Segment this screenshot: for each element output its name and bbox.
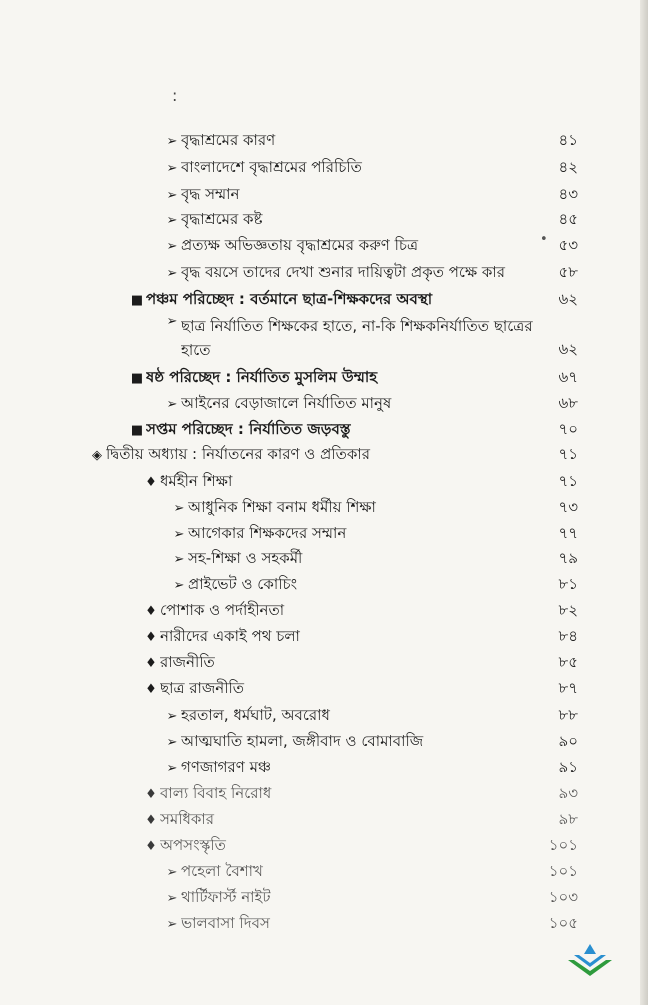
arrow-bullet-icon: ➢ [166,133,178,149]
toc-entry-title: ভালবাসা দিবস [181,913,270,932]
toc-entry-page: ৪৫ [558,209,578,228]
toc-chapter-entry [88,442,578,468]
toc-entry-title: সপ্তম পরিচ্ছেদ : নির্যাতিত জড়বস্তু [146,419,351,438]
toc-entry [163,755,578,781]
toc-entry-title: আত্মঘাতি হামলা, জঙ্গীবাদ ও বোমাবাজি [181,731,424,750]
toc-entry-page: ৭১ [558,444,578,463]
arrow-bullet-icon: ➢ [166,708,178,724]
toc-entry-page: ৭৯ [558,548,578,567]
toc-entry-title: নারীদের একাই পথ চলা [160,626,300,645]
arrow-bullet-icon: ➢ [166,864,178,880]
toc-entry [163,155,578,181]
toc-entry-page: ৪২ [558,157,578,176]
toc-entry [170,572,578,598]
toc-entry-page: ১০১ [548,835,578,854]
toc-entry-page: ৭৭ [558,523,578,542]
square-bullet-icon: ■ [130,370,144,386]
arrow-bullet-icon: ➢ [166,160,178,176]
toc-entry-page: ৭০ [558,419,578,438]
toc-entry-title: ষষ্ঠ পরিচ্ছেদ : নির্যাতিত মুসলিম উম্মাহ [146,367,378,386]
diamond-bullet-icon: ♦ [145,812,157,828]
toc-entry-title: প্রত্যক্ষ অভিজ্ঞতায় বৃদ্ধাশ্রমের করুণ চিত্র [181,235,418,254]
toc-section-entry [128,365,578,391]
toc-subsection-entry [142,650,578,676]
toc-entry [163,911,578,937]
toc-entry-page: ৯১ [558,757,578,776]
toc-entry-page: ৮৮ [558,705,578,724]
toc-entry-title: আইনের বেড়াজালে নির্যাতিত মানুষ [181,393,392,412]
toc-entry-page: ১০১ [548,861,578,880]
toc-entry-title: গণজাগরণ মঞ্চ [181,757,272,776]
diamond-bullet-icon: ♦ [145,681,157,697]
arrow-bullet-icon: ➢ [166,890,178,906]
toc-entry [163,885,578,911]
toc-subsection-entry [142,469,578,495]
arrow-bullet-icon: ➢ [166,760,178,776]
toc-entry-page: ১০৫ [548,913,578,932]
toc-entry-page: ৬৭ [558,367,578,386]
toc-entry [163,729,578,755]
toc-entry-title: হরতাল, ধর্মঘাট, অবরোধ [181,705,330,724]
toc-entry-title: বৃদ্ধাশ্রমের কষ্ট [181,209,263,228]
toc-subsection-entry [142,676,578,702]
toc-entry [163,314,578,360]
toc-entry-page: ৬৮ [558,393,578,412]
toc-entry-title: ছাত্র রাজনীতি [160,678,245,697]
toc-section-entry [128,417,578,443]
toc-entry-page: ৪১ [558,130,578,149]
arrow-bullet-icon: ➢ [166,916,178,932]
arrow-bullet-icon: ➢ [173,551,185,567]
arrow-bullet-icon: ➢ [166,314,178,329]
toc-entry-title: ছাত্র নির্যাতিত শিক্ষকের হাতে, না-কি শিক্ষকনির্যাতিত ছাত্রের হাতে [181,317,533,359]
toc-entry [170,495,578,521]
arrow-bullet-icon: ➢ [166,212,178,228]
toc-subsection-entry [142,781,578,807]
toc-entry-page: ৬২ [558,340,578,358]
toc-subsection-entry [142,598,578,624]
diamond-bullet-icon: ♦ [145,786,157,802]
toc-subsection-entry [142,833,578,859]
toc-entry [163,207,578,233]
diamond-bullet-icon: ♦ [145,474,157,490]
arrow-bullet-icon: ➢ [173,526,185,542]
toc-entry [163,859,578,885]
toc-entry [163,233,578,259]
diamond-bullet-icon: ♦ [145,629,157,645]
toc-entry-page: ৭৩ [558,497,578,516]
toc-subsection-entry [142,807,578,833]
toc-entry-title: পহেলা বৈশাখ [181,861,263,880]
arrow-bullet-icon: ➢ [166,187,178,203]
toc-entry-page: ৭১ [558,471,578,490]
toc-entry-title: অপসংস্কৃতি [160,835,226,854]
arrow-bullet-icon: ➢ [173,500,185,516]
arrow-bullet-icon: ➢ [166,238,178,254]
toc-entry-title: পঞ্চম পরিচ্ছেদ : বর্তমানে ছাত্র-শিক্ষকদের অবস্থা [146,289,433,308]
toc-entry [163,391,578,417]
square-bullet-icon: ■ [130,292,144,308]
publisher-logo-icon [566,940,614,980]
toc-entry [163,182,578,208]
toc-entry-title: প্রাইভেট ও কোচিং [188,574,298,593]
diamond-bullet-icon: ♦ [145,655,157,671]
toc-entry-page: ৯০ [558,731,578,750]
arrow-bullet-icon: ➢ [173,577,185,593]
stray-dot: • [540,232,548,247]
diamond-bullet-icon: ♦ [145,603,157,619]
square-bullet-icon: ■ [130,422,144,438]
toc-entry-page: ৫৩ [558,235,578,254]
toc-entry-title: বৃদ্ধাশ্রমের কারণ [181,130,276,149]
arrow-bullet-icon: ➢ [166,734,178,750]
toc-entry [163,703,578,729]
toc-entry-page: ৮৫ [558,652,578,671]
toc-entry-title: বৃদ্ধ সম্মান [181,184,240,203]
diamond-bullet-icon: ♦ [145,838,157,854]
toc-entry-page: ১০৩ [548,887,578,906]
toc-entry-title: পোশাক ও পর্দাহীনতা [160,600,285,619]
arrow-bullet-icon: ➢ [166,396,178,412]
toc-entry-title: আগেকার শিক্ষকদের সম্মান [188,523,347,542]
toc-entry [163,128,578,154]
toc-entry-title: সহ-শিক্ষা ও সহকর্মী [188,548,303,567]
toc-entry-title: বৃদ্ধ বয়সে তাদের দেখা শুনার দায়িত্বটা প্রকৃত পক্ষে কার [181,262,505,281]
toc-entry-title: সমধিকার [160,809,215,828]
toc-entry-title: আধুনিক শিক্ষা বনাম ধর্মীয় শিক্ষা [188,497,376,516]
toc-entry-page: ৮৭ [558,678,578,697]
toc-entry-title: থার্টিফার্স্ট নাইট [181,887,271,906]
toc-entry-page: ৮৪ [558,626,578,645]
toc-entry-page: ৫৮ [558,262,578,281]
arrow-bullet-icon: ➢ [166,265,178,281]
toc-entry [170,546,578,572]
toc-entry-page: ৮২ [558,600,578,619]
toc-entry-page: ৮১ [558,574,578,593]
toc-entry-title: বাল্য বিবাহ নিরোধ [160,783,272,802]
toc-entry-page: ৯৩ [558,783,578,802]
toc-entry-page: ৪৩ [558,184,578,203]
toc-entry-title: বাংলাদেশে বৃদ্ধাশ্রমের পরিচিতি [181,157,362,176]
toc-entry-title: ধর্মহীন শিক্ষা [160,471,233,490]
toc-section-entry [128,287,578,313]
toc-entry-title: দ্বিতীয় অধ্যায় : নির্যাতনের কারণ ও প্রতিকার [106,444,370,463]
toc-entry-title: রাজনীতি [160,652,215,671]
toc-entry-page: ৯৮ [558,809,578,828]
stray-colon: : [172,86,178,105]
toc-entry [170,521,578,547]
toc-entry-page: ৬২ [558,289,578,308]
toc-entry [163,260,578,286]
diamond-square-bullet-icon: ◈ [92,447,102,463]
toc-subsection-entry [142,624,578,650]
